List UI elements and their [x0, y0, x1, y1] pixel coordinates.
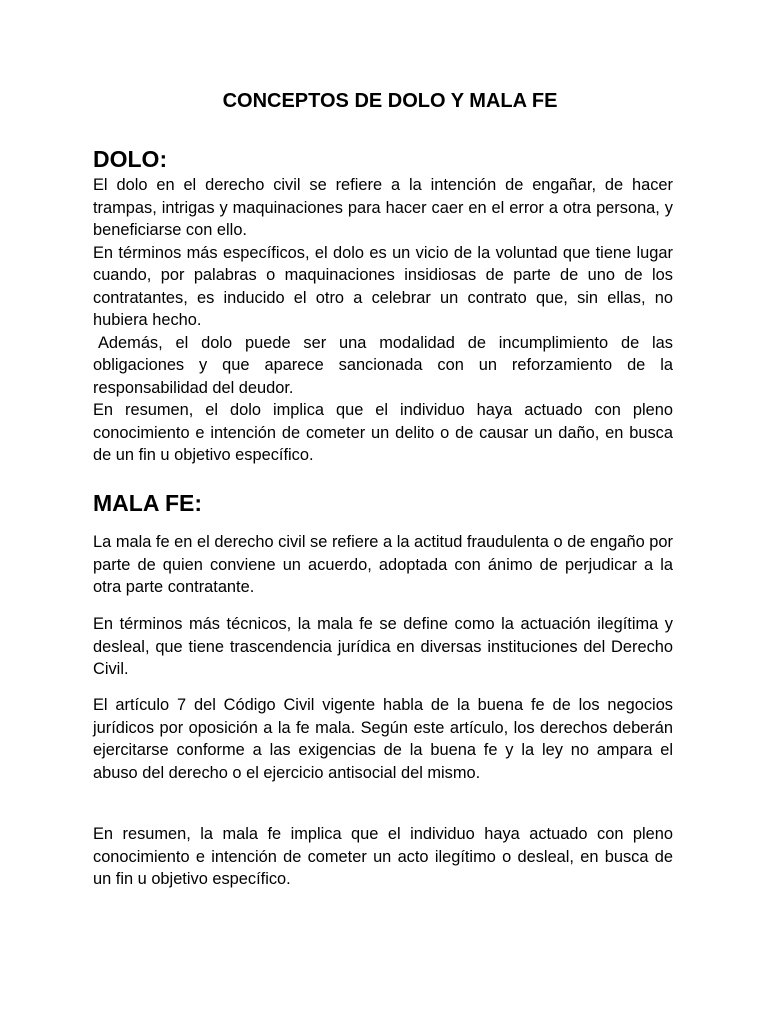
section-heading-mala-fe: MALA FE: [93, 490, 203, 516]
paragraph: En términos más específicos, el dolo es un vicio de la voluntad que tiene lugar cuando, por palabras o maquinaciones insidiosas de parte de uno de los contratantes, es inducido el otro a celebrar un contrato que, sin ellas, no hubiera hecho. [93, 243, 673, 329]
paragraph: En términos más técnicos, la mala fe se define como la actuación ilegítima y desleal, que tiene trascendencia jurídica en diversas instituciones del Derecho Civil. [93, 615, 673, 678]
paragraph: En resumen, el dolo implica que el individuo haya actuado con pleno conocimiento e intención de cometer un delito o de causar un daño, en busca de un fin u objetivo específico. [93, 401, 673, 464]
paragraph: Además, el dolo puede ser una modalidad de incumplimiento de las obligaciones y que aparece sancionada con un reforzamiento de la responsabilidad del deudor. [93, 333, 673, 397]
paragraph: En resumen, la mala fe implica que el individuo haya actuado con pleno conocimiento e intención de cometer un acto ilegítimo o desleal, en busca de un fin u objetivo específico. [93, 825, 673, 888]
paragraph: El artículo 7 del Código Civil vigente habla de la buena fe de los negocios jurídicos por oposición a la fe mala. Según este artículo, los derechos deberán ejercitarse conforme a las exigencias de la buena fe y la ley no ampara el abuso del derecho o el ejercicio antisocial del mismo. [93, 696, 673, 782]
paragraph: La mala fe en el derecho civil se refiere a la actitud fraudulenta o de engaño por parte de quien conviene un acuerdo, adoptada con ánimo de perjudicar a la otra parte contratante. [93, 533, 673, 596]
section-heading-dolo: DOLO: [93, 146, 168, 172]
document-title: CONCEPTOS DE DOLO Y MALA FE [222, 90, 558, 112]
paragraph: El dolo en el derecho civil se refiere a la intención de engañar, de hacer trampas, intrigas y maquinaciones para hacer caer en el error a otra persona, y beneficiarse con ello. [93, 176, 673, 239]
section-body-dolo [93, 174, 673, 467]
